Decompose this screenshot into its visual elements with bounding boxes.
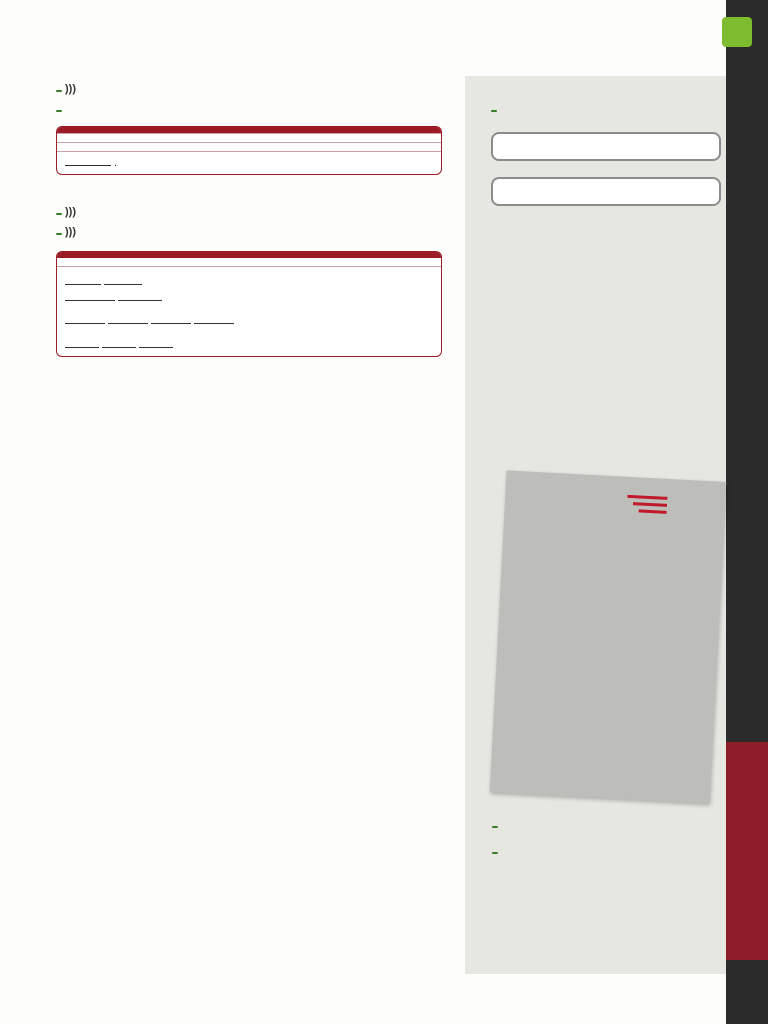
ex10-number	[491, 110, 497, 112]
side-tab	[726, 742, 768, 960]
speaking-section	[491, 92, 721, 206]
speaking-ex11-12	[492, 818, 714, 858]
audio-icon: )))	[65, 83, 76, 95]
ex8-number	[56, 213, 62, 215]
listening-section	[56, 68, 442, 357]
ex12-instruction	[492, 844, 714, 858]
disagreeing-table	[56, 251, 442, 356]
agreeing-table	[56, 126, 442, 175]
agreeing-footer: .	[57, 151, 441, 174]
ex8-instruction: )))	[56, 205, 442, 219]
ex7-instruction	[56, 102, 442, 116]
ex10-instruction	[491, 102, 721, 116]
ex9-number	[56, 233, 62, 235]
student-a-card	[491, 132, 721, 161]
disagreeing-intro	[57, 258, 441, 266]
ex11-number	[492, 826, 498, 828]
agreeing-row	[57, 133, 441, 142]
smooth-jets-logo-icon	[626, 489, 711, 523]
student-b-card	[491, 177, 721, 206]
ex11-instruction	[492, 818, 714, 832]
ex7-number	[56, 110, 62, 112]
unit-badge	[722, 17, 752, 47]
smooth-jets-card	[490, 470, 727, 803]
ex6-number	[56, 90, 62, 92]
disagreeing-row	[57, 142, 441, 151]
disagreeing-item-5	[57, 266, 441, 355]
ex12-number	[492, 852, 498, 854]
ex6-instruction	[56, 82, 442, 96]
ex9-instruction: )))	[56, 225, 442, 239]
